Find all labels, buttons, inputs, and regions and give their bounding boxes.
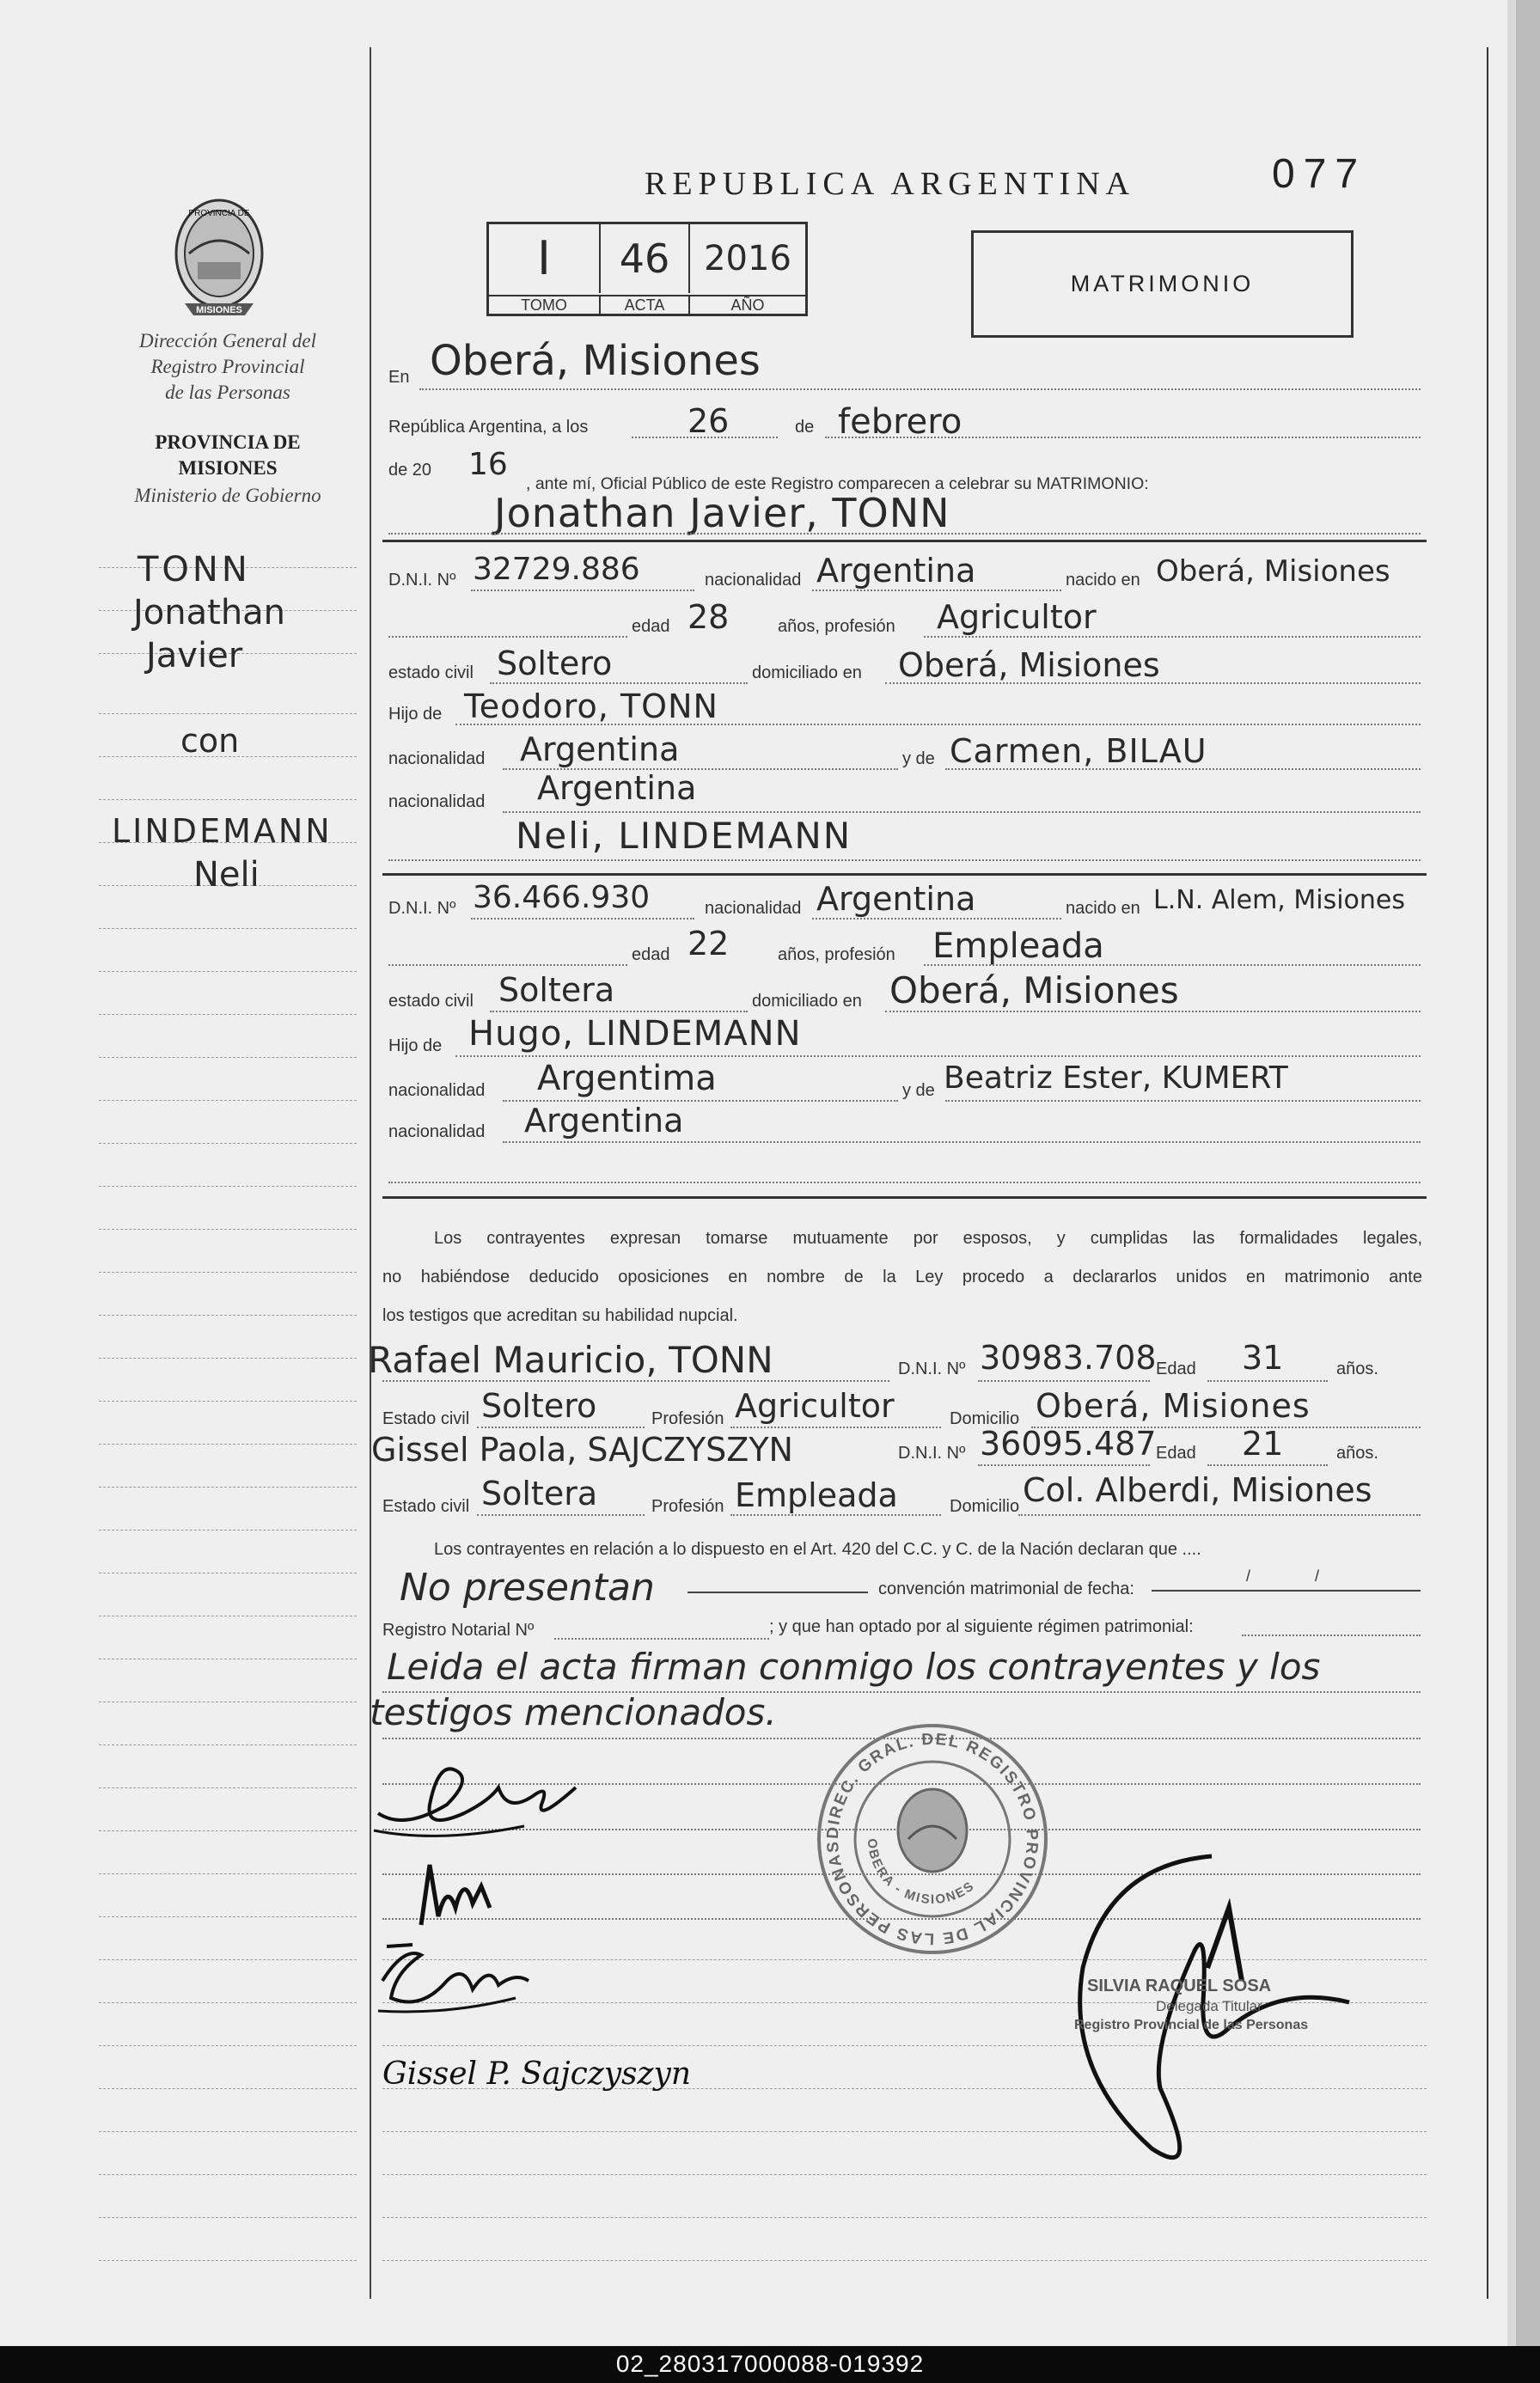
- bride-age: 22: [688, 925, 730, 962]
- groom-age: 28: [688, 598, 730, 636]
- bride-mother-nac-label: nacionalidad: [388, 1122, 486, 1141]
- witness2-domicile: Col. Alberdi, Misiones: [1023, 1471, 1372, 1509]
- bride-estado-label: estado civil: [388, 992, 474, 1011]
- ano-value: 2016: [704, 239, 791, 278]
- groom-nacionalidad-label: nacionalidad: [705, 571, 802, 590]
- dotted-line: [978, 1464, 1150, 1466]
- province-line-2: MISIONES: [178, 457, 278, 479]
- dotted-line: [471, 590, 694, 591]
- margin-con: con: [180, 722, 240, 760]
- dotted-line: [924, 636, 1421, 638]
- dotted-line: [490, 682, 748, 684]
- groom-mother-nationality: Argentina: [537, 769, 697, 807]
- groom-edad-label: edad: [632, 617, 670, 636]
- groom-profession: Agricultor: [937, 598, 1097, 636]
- official-title: Delegada Titular: [1156, 1998, 1262, 2014]
- crest-top-text: PROVINCIA DE: [188, 209, 250, 218]
- bride-domiciliado-label: domiciliado en: [752, 992, 862, 1011]
- groom-civil-status: Soltero: [497, 645, 613, 682]
- witness2-anos-label: años.: [1336, 1444, 1378, 1463]
- bride-nacido-label: nacido en: [1066, 899, 1140, 918]
- ruled-line: [99, 971, 357, 972]
- closing-line-2: testigos mencionados.: [370, 1691, 777, 1733]
- ruled-line: [99, 1401, 357, 1402]
- institution-line-2: Registro Provincial: [150, 356, 305, 377]
- groom-domiciliado-label: domiciliado en: [752, 663, 862, 682]
- intro-month: febrero: [838, 402, 962, 442]
- dotted-line: [419, 388, 1421, 390]
- ruled-line: [99, 1744, 357, 1745]
- acta-label: ACTA: [601, 295, 690, 316]
- seal-outer-text: DIREC. GRAL. DEL REGISTRO PROVINCIAL DE LAS PERSONAS: [823, 1730, 1042, 1948]
- ruled-line: [99, 1487, 357, 1488]
- dotted-line: [1207, 1380, 1328, 1382]
- groom-nacido-label: nacido en: [1066, 571, 1140, 590]
- witness2-dni-label: D.N.I. Nº: [898, 1444, 966, 1463]
- dotted-line: [978, 1380, 1150, 1382]
- witness1-anos-label: años.: [1336, 1360, 1378, 1378]
- witness2-signature-icon: [378, 2041, 773, 2101]
- witness1-civil-status: Soltero: [481, 1387, 597, 1425]
- ruled-line: [99, 928, 357, 929]
- groom-father-nac-label: nacionalidad: [388, 749, 486, 768]
- dotted-line: [812, 918, 1061, 920]
- witness2-profesion-label: Profesión: [651, 1497, 724, 1516]
- bride-father-nac-label: nacionalidad: [388, 1081, 486, 1100]
- acta-value: 46: [619, 235, 670, 282]
- bride-full-name: Neli, LINDEMANN: [516, 815, 852, 857]
- dotted-line: [471, 918, 694, 920]
- ruled-line: [99, 1830, 357, 1831]
- witness1-domicile: Oberá, Misiones: [1036, 1387, 1311, 1425]
- groom-father: Teodoro, TONN: [464, 687, 718, 725]
- witness1-dni-label: D.N.I. Nº: [898, 1360, 966, 1378]
- bride-dni: 36.466.930: [473, 880, 651, 915]
- witness2-civil-status: Soltera: [481, 1475, 598, 1512]
- dotted-line: [812, 590, 1061, 591]
- witness2-dni: 36095.487: [980, 1425, 1157, 1463]
- declaration-line-1: Los contrayentes expresan tomarse mutuamente por esposos, y cumplidas las formalidades legales,: [434, 1229, 1422, 1248]
- groom-nationality: Argentina: [816, 552, 976, 590]
- ruled-line: [382, 2217, 1427, 2218]
- ruled-line: [99, 1014, 357, 1015]
- declaration-line-3: los testigos que acreditan su habilidad nupcial.: [382, 1306, 738, 1325]
- dotted-line: [388, 533, 1421, 535]
- dotted-line: [455, 1055, 1421, 1057]
- dotted-line: [885, 682, 1421, 684]
- margin-bride-surname: LINDEMANN: [112, 812, 333, 850]
- answer-line: [688, 1592, 868, 1593]
- dotted-line: [382, 1380, 889, 1382]
- seal-inner-text: OBERA - MISIONES: [864, 1837, 978, 1908]
- country-heading: REPUBLICA ARGENTINA: [645, 166, 1136, 202]
- section-separator: [382, 873, 1427, 876]
- act-number: 077: [1272, 151, 1367, 197]
- witness1-dni: 30983.708: [980, 1339, 1157, 1377]
- convention-label: convención matrimonial de fecha:: [878, 1580, 1134, 1598]
- registry-box: [486, 222, 808, 316]
- crest-bottom-text: MISIONES: [196, 305, 242, 315]
- ruled-line: [99, 1229, 357, 1230]
- ruled-line: [99, 1959, 357, 1960]
- dotted-line: [503, 811, 1421, 813]
- patrimonial-line-1: Los contrayentes en relación a lo dispuesto en el Art. 420 del C.C. y C. de la Nación declaran que ....: [434, 1540, 1201, 1559]
- bride-civil-status: Soltera: [498, 971, 615, 1009]
- ruled-line: [99, 2131, 357, 2132]
- republica-label: República Argentina, a los: [388, 418, 589, 437]
- witness1-name: Rafael Mauricio, TONN: [368, 1339, 773, 1381]
- bride-domicile: Oberá, Misiones: [889, 969, 1179, 1011]
- ruled-line: [99, 1315, 357, 1316]
- dotted-line: [945, 1100, 1421, 1102]
- notarial-label: Registro Notarial Nº: [382, 1621, 535, 1640]
- dotted-line: [554, 1638, 769, 1640]
- province-line-1: PROVINCIA DE: [155, 431, 301, 453]
- groom-dni-label: D.N.I. Nº: [388, 571, 456, 590]
- ruled-line: [99, 1358, 357, 1359]
- de-label: de: [795, 418, 815, 437]
- dotted-line: [477, 1514, 645, 1516]
- witness2-signature-text: Gissel P. Sajczyszyn: [382, 2056, 692, 2092]
- regime-label: ; y que han optado por al siguiente régimen patrimonial:: [769, 1617, 1194, 1636]
- dotted-line: [730, 1427, 941, 1428]
- groom-estado-label: estado civil: [388, 663, 474, 682]
- groom-full-name: Jonathan Javier, TONN: [494, 490, 950, 536]
- witness2-profession: Empleada: [735, 1476, 898, 1514]
- bride-nationality: Argentina: [816, 880, 976, 918]
- witness1-profesion-label: Profesión: [651, 1409, 724, 1428]
- bride-father-nationality: Argentima: [537, 1059, 717, 1098]
- ruled-line: [382, 2260, 1427, 2261]
- ruled-line: [99, 2088, 357, 2089]
- groom-hijo-label: Hijo de: [388, 705, 443, 724]
- right-rule: [1487, 47, 1488, 2299]
- ruled-line: [99, 2174, 357, 2175]
- witness2-domicilio-label: Domicilio: [950, 1497, 1020, 1516]
- groom-birthplace: Oberá, Misiones: [1156, 554, 1390, 589]
- ano-label: AÑO: [690, 295, 805, 316]
- dotted-line: [885, 1011, 1421, 1012]
- declaration-line-2: no habiéndose deducido oposiciones en nombre de la Ley procedo a declararlos unidos en matrimonio ante: [382, 1268, 1422, 1286]
- ruled-line: [99, 1916, 357, 1917]
- section-separator: [382, 1196, 1427, 1199]
- institution-line-3: de las Personas: [165, 382, 290, 403]
- tomo-value: I: [537, 231, 551, 285]
- dotted-line: [388, 636, 627, 638]
- en-label: En: [388, 368, 410, 387]
- witness2-name: Gissel Paola, SAJCZYSZYN: [371, 1431, 793, 1469]
- intro-place: Oberá, Misiones: [430, 337, 761, 385]
- dotted-line: [388, 1182, 1421, 1183]
- ruled-line: [99, 1143, 357, 1144]
- bride-nacionalidad-label: nacionalidad: [705, 899, 802, 918]
- margin-groom-name1: Jonathan: [133, 593, 286, 632]
- witness1-signature-icon: [370, 1929, 541, 2024]
- bride-mother-nationality: Argentina: [524, 1102, 684, 1140]
- act-type-box: MATRIMONIO: [971, 230, 1354, 338]
- ruled-line: [99, 1186, 357, 1187]
- convention-date: / /: [1246, 1567, 1350, 1585]
- bride-birthplace: L.N. Alem, Misiones: [1153, 885, 1406, 915]
- ruled-line: [99, 2002, 357, 2003]
- year-prefix-label: de 20: [388, 461, 432, 480]
- dotted-line: [1018, 1514, 1421, 1516]
- groom-profesion-label: años, profesión: [778, 617, 895, 636]
- witness1-profession: Agricultor: [735, 1387, 895, 1425]
- ruled-line: [99, 1272, 357, 1273]
- bride-profession: Empleada: [932, 926, 1104, 966]
- margin-bride-name: Neli: [193, 855, 260, 895]
- bride-signature-icon: [404, 1856, 498, 1934]
- ruled-line: [99, 799, 357, 800]
- bride-hijo-label: Hijo de: [388, 1036, 443, 1055]
- ano-cell: [690, 224, 805, 293]
- witness2-edad-label: Edad: [1156, 1444, 1196, 1463]
- dotted-line: [1242, 1634, 1421, 1636]
- ruled-line: [99, 1530, 357, 1531]
- patrimonial-answer: No presentan: [400, 1566, 655, 1610]
- bride-yde-label: y de: [902, 1081, 935, 1100]
- dotted-line: [503, 1141, 1421, 1143]
- dotted-line: [477, 1427, 645, 1428]
- ruled-line: [99, 2045, 357, 2046]
- groom-father-nationality: Argentina: [520, 730, 680, 768]
- bride-mother: Beatriz Ester, KUMERT: [944, 1060, 1288, 1096]
- margin-groom-surname: TONN: [138, 550, 251, 590]
- groom-signature-icon: [370, 1753, 593, 1848]
- dotted-line: [455, 724, 1421, 725]
- witness1-edad-label: Edad: [1156, 1360, 1196, 1378]
- intro-year-suffix: 16: [468, 447, 508, 482]
- official-office: Registro Provincial de las Personas: [1074, 2018, 1309, 2032]
- bride-profesion-label: años, profesión: [778, 945, 895, 964]
- margin-groom-name2: Javier: [146, 636, 243, 675]
- groom-mother: Carmen, BILAU: [950, 732, 1207, 770]
- dotted-line: [924, 964, 1421, 966]
- dotted-line: [730, 1514, 941, 1516]
- tomo-cell: [489, 224, 601, 293]
- official-name: SILVIA RAQUEL SOSA: [1087, 1977, 1272, 1995]
- dotted-line: [388, 859, 1421, 861]
- bride-father: Hugo, LINDEMANN: [468, 1014, 802, 1054]
- bride-edad-label: edad: [632, 945, 670, 964]
- ruled-line: [99, 2217, 357, 2218]
- footer-code: 02_280317000088-019392: [615, 2350, 925, 2377]
- ruled-line: [99, 1787, 357, 1788]
- witness1-age: 31: [1242, 1339, 1284, 1377]
- acta-cell: [601, 224, 690, 293]
- witness2-age: 21: [1242, 1425, 1284, 1463]
- ruled-line: [99, 1100, 357, 1101]
- witness1-estado-label: Estado civil: [382, 1409, 470, 1428]
- date-line: [1152, 1590, 1421, 1592]
- ministry-label: Ministerio de Gobierno: [134, 485, 321, 506]
- dotted-line: [1207, 1464, 1328, 1466]
- province-crest-icon: [163, 193, 275, 322]
- officer-text: , ante mí, Oficial Público de este Registro comparecen a celebrar su MATRIMONIO:: [526, 474, 1149, 493]
- groom-mother-nac-label: nacionalidad: [388, 792, 486, 811]
- institution-line-1: Dirección General del: [138, 330, 317, 351]
- ruled-line: [99, 1873, 357, 1874]
- ruled-line: [99, 1057, 357, 1058]
- groom-domicile: Oberá, Misiones: [898, 646, 1160, 684]
- dotted-line: [388, 964, 627, 966]
- intro-day: 26: [688, 402, 730, 440]
- ruled-line: [99, 713, 357, 714]
- ruled-line: [99, 2260, 357, 2261]
- registry-seal-icon: [812, 1719, 1053, 1959]
- bride-dni-label: D.N.I. Nº: [388, 899, 456, 918]
- witness2-estado-label: Estado civil: [382, 1497, 470, 1516]
- witness1-domicilio-label: Domicilio: [950, 1409, 1020, 1428]
- dotted-line: [490, 1011, 748, 1012]
- ruled-line: [99, 1444, 357, 1445]
- groom-yde-label: y de: [902, 749, 935, 768]
- groom-dni: 32729.886: [473, 552, 640, 587]
- dotted-line: [945, 768, 1421, 770]
- closing-line-1: Leida el acta firman conmigo los contrayentes y los: [387, 1646, 1321, 1688]
- section-separator: [382, 540, 1427, 542]
- tomo-label: TOMO: [489, 295, 601, 316]
